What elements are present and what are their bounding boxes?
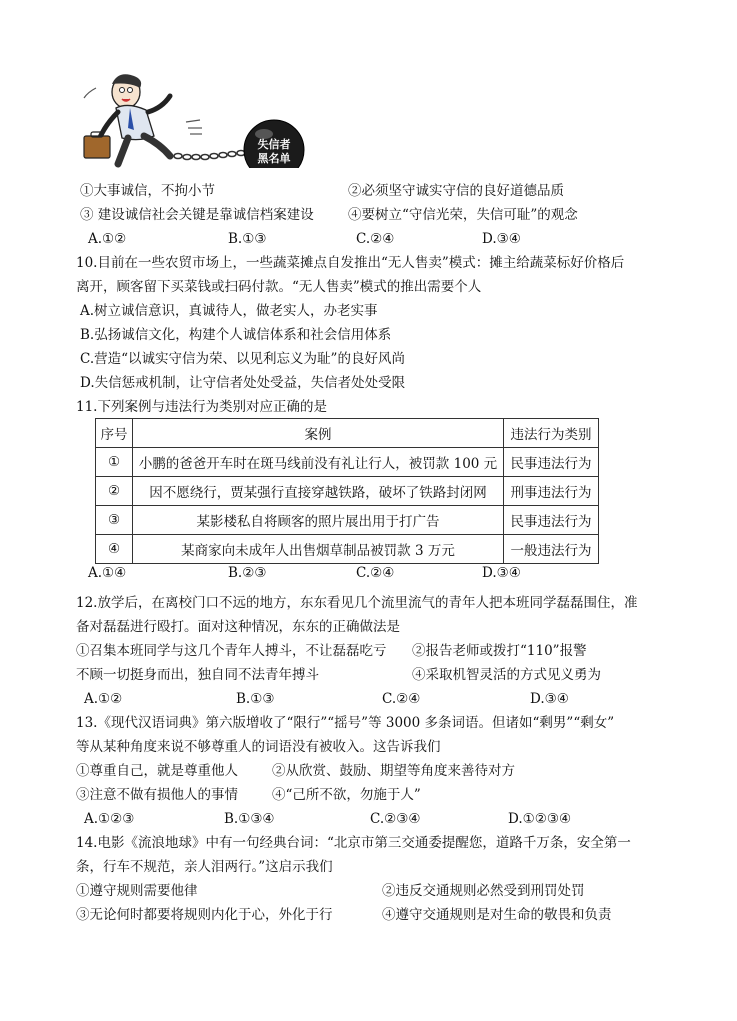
q12-option-1: ①召集本班同学与这几个青年人搏斗，不让磊磊吃亏 <box>76 643 387 659</box>
q9-option-1: ①大事诚信，不拘小节 <box>80 183 215 199</box>
q13-stem-line1: 13.《现代汉语词典》第六版增收了“限行”“摇号”等 3000 多条词语。但诸如“剩男”“剩女” <box>76 715 615 731</box>
row-category: 刑事违法行为 <box>504 477 599 506</box>
q12-choice-a: A.①② <box>84 691 123 707</box>
q13-choice-c: C.②③④ <box>370 811 421 827</box>
badge-line2: 黑名单 <box>257 152 291 165</box>
q13-choice-d: D.①②③④ <box>508 811 572 827</box>
q13-choice-b: B.①③④ <box>224 811 275 827</box>
cartoon-illustration <box>78 68 314 168</box>
q14-stem-line1: 14.电影《流浪地球》中有一句经典台词：“北京市第三交通委提醒您，道路千万条，安全第一 <box>76 835 631 851</box>
q9-choice-b: B.①③ <box>228 231 267 247</box>
q12-option-2: ②报告老师或拨打“110”报警 <box>412 643 587 659</box>
q13-option-3: ③注意不做有损他人的事情 <box>76 787 238 803</box>
q11-choice-b: B.②③ <box>228 565 267 581</box>
q11-stem: 11.下列案例与违法行为类别对应正确的是 <box>76 399 327 415</box>
row-category: 一般违法行为 <box>504 535 599 564</box>
q10-stem-line2: 离开，顾客留下买菜钱或扫码付款。“无人售卖”模式的推出需要个人 <box>76 279 482 295</box>
row-case: 因不愿绕行，贾某强行直接穿越铁路，破坏了铁路封闭网 <box>133 477 504 506</box>
q11-choice-a: A.①④ <box>88 565 127 581</box>
q14-option-4: ④遵守交通规则是对生命的敬畏和负责 <box>382 907 612 923</box>
q9-option-3: ③ 建设诚信社会关键是靠诚信档案建设 <box>80 207 314 223</box>
q9-choice-c: C.②④ <box>356 231 395 247</box>
table-header-row <box>96 419 599 448</box>
row-index: ③ <box>96 506 133 535</box>
table-row <box>96 506 599 535</box>
q12-option-4: ④采取机智灵活的方式见义勇为 <box>412 667 601 683</box>
q12-stem-line2: 备对磊磊进行殴打。面对这种情况，东东的正确做法是 <box>76 619 400 635</box>
row-index: ④ <box>96 535 133 564</box>
q12-stem-line1: 12.放学后，在离校门口不远的地方，东东看见几个流里流气的青年人把本班同学磊磊围住，准 <box>76 595 638 611</box>
q11-choice-d: D.③④ <box>482 565 521 581</box>
q13-option-1: ①尊重自己，就是尊重他人 <box>76 763 238 779</box>
q13-option-2: ②从欣赏、鼓励、期望等角度来善待对方 <box>272 763 515 779</box>
q9-choice-d: D.③④ <box>482 231 521 247</box>
row-index: ① <box>96 448 133 477</box>
q11-choice-c: C.②④ <box>356 565 395 581</box>
q14-option-3: ③无论何时都要将规则内化于心，外化于行 <box>76 907 333 923</box>
q9-option-4: ④要树立“守信光荣，失信可耻”的观念 <box>348 207 578 223</box>
table-row <box>96 448 599 477</box>
header-case: 案例 <box>133 419 504 448</box>
row-case: 某影楼私自将顾客的照片展出用于打广告 <box>133 506 504 535</box>
q13-stem-line2: 等从某种角度来说不够尊重人的词语没有被收入。这告诉我们 <box>76 739 441 755</box>
header-category: 违法行为类别 <box>504 419 599 448</box>
table-row <box>96 535 599 564</box>
q14-option-2: ②违反交通规则必然受到刑罚处罚 <box>382 883 585 899</box>
q13-option-4: ④“己所不欲，勿施于人” <box>272 787 421 803</box>
q10-option-a: A.树立诚信意识，真诚待人，做老实人，办老实事 <box>80 303 378 319</box>
q10-stem-line1: 10.目前在一些农贸市场上，一些蔬菜摊点自发推出“无人售卖”模式：摊主给蔬菜标好价格后 <box>76 255 625 271</box>
q14-stem-line2: 条，行车不规范，亲人泪两行。”这启示我们 <box>76 859 333 875</box>
header-index: 序号 <box>96 419 133 448</box>
q13-choice-a: A.①②③ <box>84 811 135 827</box>
q12-choice-d: D.③④ <box>530 691 569 707</box>
q10-option-b: B.弘扬诚信文化，构建个人诚信体系和社会信用体系 <box>80 327 392 343</box>
q10-option-c: C.营造“以诚实守信为荣、以见利忘义为耻”的良好风尚 <box>80 351 405 367</box>
q9-choice-a: A.①② <box>88 231 127 247</box>
q14-option-1: ①遵守规则需要他律 <box>76 883 198 899</box>
q12-choice-b: B.①③ <box>236 691 275 707</box>
row-index: ② <box>96 477 133 506</box>
q12-option-3: 不顾一切挺身而出，独自同不法青年搏斗 <box>76 667 319 683</box>
q9-option-2: ②必须坚守诚实守信的良好道德品质 <box>348 183 564 199</box>
row-category: 民事违法行为 <box>504 448 599 477</box>
q12-choice-c: C.②④ <box>382 691 421 707</box>
table-row <box>96 477 599 506</box>
q11-case-table <box>95 418 599 564</box>
q10-option-d: D.失信惩戒机制，让守信者处处受益，失信者处处受限 <box>80 375 406 391</box>
row-case: 某商家向未成年人出售烟草制品被罚款 3 万元 <box>133 535 504 564</box>
badge-line1: 失信者 <box>257 138 291 151</box>
row-case: 小鹏的爸爸开车时在斑马线前没有礼让行人，被罚款 100 元 <box>133 448 504 477</box>
row-category: 民事违法行为 <box>504 506 599 535</box>
